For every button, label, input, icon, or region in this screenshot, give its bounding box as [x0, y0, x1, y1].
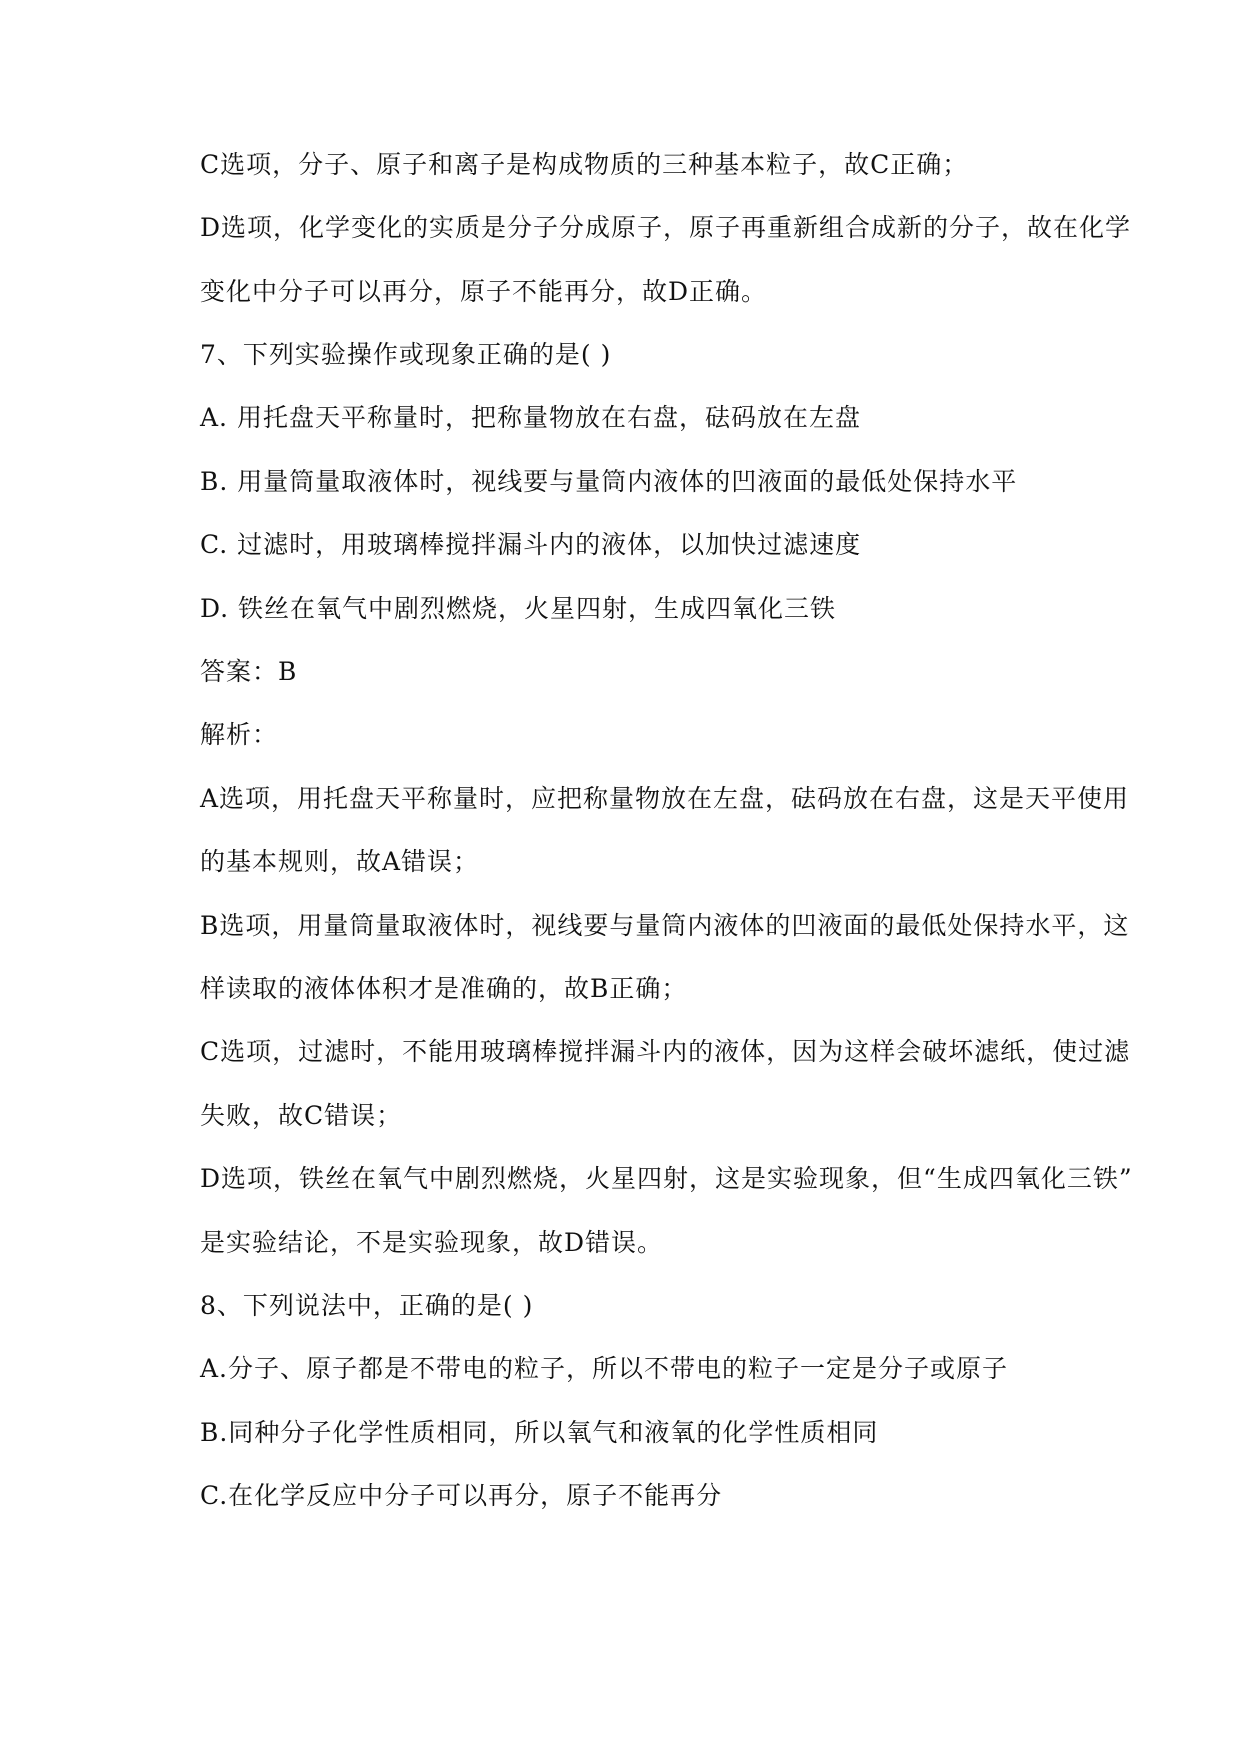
question-7-stem: 7、下列实验操作或现象正确的是( ): [200, 340, 612, 369]
analysis-d-part1: D选项，铁丝在氧气中剧烈燃烧，火星四射，这是实验现象，但“生成四氧化三铁”: [200, 1164, 1133, 1193]
question-8-option-a: A.分子、原子都是不带电的粒子，所以不带电的粒子一定是分子或原子: [200, 1354, 1009, 1383]
analysis-c-part1: C选项，过滤时，不能用玻璃棒搅拌漏斗内的液体，因为这样会破坏滤纸，使过滤: [200, 1037, 1131, 1066]
text-line-d-option-6-part1: D选项，化学变化的实质是分子分成原子，原子再重新组合成新的分子，故在化学: [200, 213, 1132, 242]
analysis-a-part1: A选项，用托盘天平称量时，应把称量物放在左盘，砝码放在右盘，这是天平使用: [200, 784, 1130, 813]
question-7-analysis-heading: 解析：: [200, 720, 279, 749]
analysis-d-part2: 是实验结论，不是实验现象，故D错误。: [200, 1228, 664, 1257]
question-8-stem: 8、下列说法中，正确的是( ): [200, 1291, 534, 1320]
analysis-c-part2: 失败，故C错误；: [200, 1101, 403, 1130]
question-7-option-d: D. 铁丝在氧气中剧烈燃烧，火星四射，生成四氧化三铁: [200, 594, 837, 623]
question-8-option-b: B.同种分子化学性质相同，所以氧气和液氧的化学性质相同: [200, 1418, 879, 1447]
text-line-c-option-6: C选项，分子、原子和离子是构成物质的三种基本粒子，故C正确；: [200, 150, 969, 179]
text-line-d-option-6-part2: 变化中分子可以再分，原子不能再分，故D正确。: [200, 277, 768, 306]
analysis-b-part1: B选项，用量筒量取液体时，视线要与量筒内液体的凹液面的最低处保持水平，这: [200, 911, 1130, 940]
question-7-answer: 答案：B: [200, 657, 298, 686]
question-7-option-b: B. 用量筒量取液体时，视线要与量筒内液体的凹液面的最低处保持水平: [200, 467, 1018, 496]
question-7-option-c: C. 过滤时，用玻璃棒搅拌漏斗内的液体，以加快过滤速度: [200, 530, 862, 559]
question-8-option-c: C.在化学反应中分子可以再分，原子不能再分: [200, 1481, 723, 1510]
analysis-a-part2: 的基本规则，故A错误；: [200, 847, 480, 876]
question-7-option-a: A. 用托盘天平称量时，把称量物放在右盘，砝码放在左盘: [200, 403, 861, 432]
analysis-b-part2: 样读取的液体体积才是准确的，故B正确；: [200, 974, 688, 1003]
